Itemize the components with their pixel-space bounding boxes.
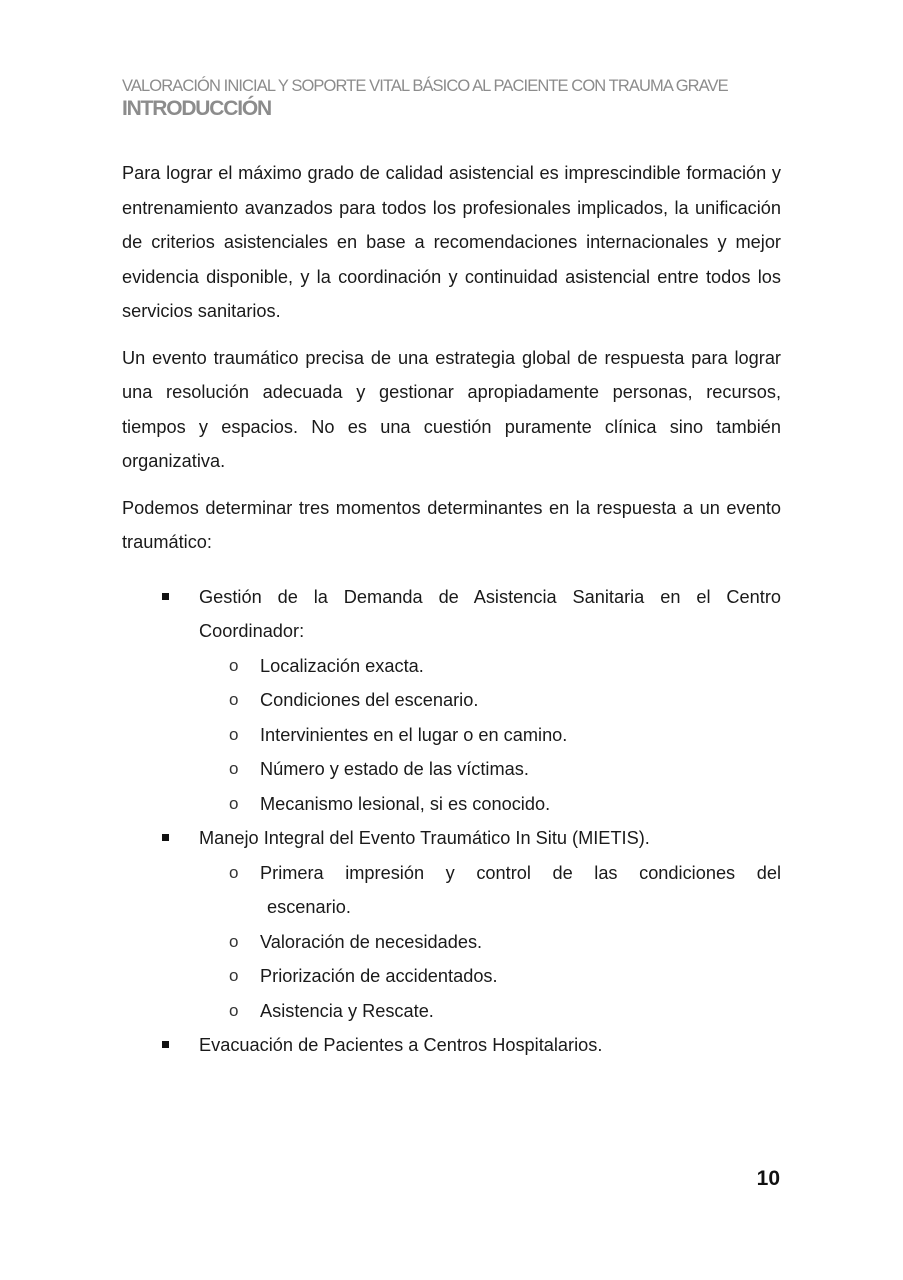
sub-list-item [191, 925, 781, 960]
list-item-text: Evacuación de Pacientes a Centros Hospitalarios. [199, 1035, 603, 1055]
sub-list-item [191, 787, 781, 822]
sub-list-item-text: Número y estado de las víctimas. [260, 759, 529, 779]
sub-list [191, 856, 781, 1029]
paragraph-3: Podemos determinar tres momentos determinantes en la respuesta a un evento traumático: [122, 497, 781, 552]
square-bullet-icon [162, 593, 169, 600]
sub-list-item-text: Asistencia y Rescate. [260, 1000, 434, 1021]
document-title: VALORACIÓN INICIAL Y SOPORTE VITAL BÁSICO AL PACIENTE CON TRAUMA GRAVE [122, 77, 728, 95]
sub-list-item [191, 718, 781, 753]
circle-bullet-icon: o [229, 1000, 239, 1020]
sub-list-item [191, 856, 781, 925]
body-content [122, 156, 781, 1063]
circle-bullet-icon: o [229, 759, 239, 778]
page-number: 10 [756, 1167, 780, 1190]
sub-list-item-text: Localización exacta. [260, 655, 424, 676]
circle-bullet-icon: o [229, 931, 239, 951]
paragraph-1: Para lograr el máximo grado de calidad asistencial es imprescindible formación y entrenamiento avanzados para todos los profesionales implicados, la unificación de criterios asistenciales en base a recomendaciones internacionales y mejor evidencia disponible, y la coordinación y continuidad asistencial entre todos los servicios sanitarios. [122, 163, 781, 321]
circle-bullet-icon: o [229, 690, 239, 709]
section-title: INTRODUCCIÓN [122, 97, 271, 120]
list-item [122, 821, 781, 1028]
list-item-text: Gestión de la Demanda de Asistencia Sanitaria en el Centro Coordinador: [199, 586, 781, 641]
sub-list [191, 649, 781, 822]
sub-list-item [191, 752, 781, 787]
sub-list-item [191, 649, 781, 684]
circle-bullet-icon: o [229, 724, 239, 744]
list-item [122, 1028, 781, 1063]
sub-list-item-text: Condiciones del escenario. [260, 690, 479, 710]
circle-bullet-icon: o [229, 862, 239, 882]
sub-list-item-text: Primera impresión y control de las condiciones del [260, 862, 781, 883]
sub-list-item-text: Priorización de accidentados. [260, 966, 498, 986]
sub-list-item-continuation: escenario. [267, 897, 351, 917]
sub-list-item [191, 959, 781, 994]
square-bullet-icon [162, 1041, 169, 1048]
square-bullet-icon [162, 834, 169, 841]
sub-list-item-text: Mecanismo lesional, si es conocido. [260, 793, 551, 814]
list-item [122, 580, 781, 822]
circle-bullet-icon: o [229, 655, 239, 675]
list-item-text: Manejo Integral del Evento Traumático In Situ (MIETIS). [199, 828, 650, 848]
sub-list-item-text: Intervinientes en el lugar o en camino. [260, 724, 568, 745]
sub-list-item [191, 994, 781, 1029]
page-header [122, 76, 782, 122]
sub-list-item-text: Valoración de necesidades. [260, 931, 483, 952]
circle-bullet-icon: o [229, 966, 239, 985]
paragraph-2: Un evento traumático precisa de una estrategia global de respuesta para lograr una resolución adecuada y gestionar apropiadamente personas, recursos, tiempos y espacios. No es una cuestión puramente clínica sino también organizativa. [122, 347, 781, 471]
circle-bullet-icon: o [229, 793, 239, 813]
sub-list-item [191, 683, 781, 718]
moments-list [122, 580, 781, 1063]
